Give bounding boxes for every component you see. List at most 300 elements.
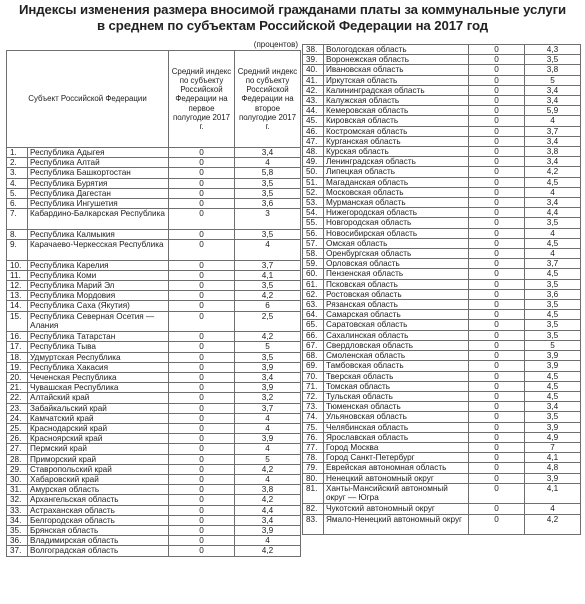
first-half-index: 0 (169, 434, 235, 444)
subject-name: Мурманская область (324, 198, 469, 208)
first-half-index: 0 (469, 75, 525, 85)
first-half-index: 0 (469, 310, 525, 320)
subject-name: Республика Карелия (28, 260, 169, 270)
second-half-index: 3,2 (235, 393, 301, 403)
first-half-index: 0 (169, 424, 235, 434)
first-half-index: 0 (469, 208, 525, 218)
table-row (7, 505, 301, 515)
first-half-index: 0 (169, 260, 235, 270)
table-row (303, 249, 581, 259)
row-number: 80. (303, 473, 324, 483)
table-row (7, 373, 301, 383)
row-number: 33. (7, 505, 28, 515)
subject-name: Тюменская область (324, 402, 469, 412)
subject-name: Республика Мордовия (28, 291, 169, 301)
table-row (7, 434, 301, 444)
second-half-index: 3,4 (235, 148, 301, 158)
first-half-index: 0 (469, 330, 525, 340)
header-first-half: Средний индекс по субъекту Российской Федерации на первое полугодие 2017 г. (169, 51, 235, 148)
second-half-index: 2,5 (235, 311, 301, 332)
first-half-index: 0 (169, 495, 235, 505)
second-half-index: 5 (525, 75, 581, 85)
row-number: 52. (303, 187, 324, 197)
second-half-index: 3,4 (525, 157, 581, 167)
second-half-index: 4 (525, 504, 581, 514)
second-half-index: 3,4 (235, 373, 301, 383)
unit-note: (процентов) (253, 40, 298, 49)
first-half-index: 0 (169, 168, 235, 178)
first-half-index: 0 (469, 157, 525, 167)
table-row (303, 208, 581, 218)
subject-name: Челябинская область (324, 422, 469, 432)
second-half-index: 3,4 (525, 136, 581, 146)
subject-name: Тульская область (324, 391, 469, 401)
row-number: 36. (7, 536, 28, 546)
first-half-index: 0 (469, 504, 525, 514)
subject-name: Чувашская Республика (28, 383, 169, 393)
first-half-index: 0 (469, 136, 525, 146)
table-row (7, 148, 301, 158)
subject-name: Псковская область (324, 279, 469, 289)
row-number: 51. (303, 177, 324, 187)
second-half-index: 4,2 (525, 514, 581, 535)
table-row (7, 383, 301, 393)
row-number: 28. (7, 454, 28, 464)
first-half-index: 0 (169, 229, 235, 239)
table-row (303, 483, 581, 504)
row-number: 44. (303, 106, 324, 116)
table-row (303, 65, 581, 75)
row-number: 73. (303, 402, 324, 412)
second-half-index: 3,5 (235, 178, 301, 188)
subject-name: Республика Тыва (28, 342, 169, 352)
first-half-index: 0 (169, 281, 235, 291)
table-row (303, 361, 581, 371)
row-number: 31. (7, 485, 28, 495)
table-row (303, 167, 581, 177)
first-half-index: 0 (469, 116, 525, 126)
row-number: 37. (7, 546, 28, 556)
table-row (7, 281, 301, 291)
subject-name: Ленинградская область (324, 157, 469, 167)
row-number: 7. (7, 209, 28, 230)
table-row (303, 340, 581, 350)
subject-name: Оренбургская область (324, 249, 469, 259)
first-half-index: 0 (169, 352, 235, 362)
subject-name: Ямало-Ненецкий автономный округ (324, 514, 469, 535)
subject-name: Новосибирская область (324, 228, 469, 238)
subject-name: Воронежская область (324, 55, 469, 65)
subject-name: Самарская область (324, 310, 469, 320)
table-row (303, 85, 581, 95)
first-half-index: 0 (169, 413, 235, 423)
row-number: 65. (303, 320, 324, 330)
table-row (303, 147, 581, 157)
first-half-index: 0 (469, 371, 525, 381)
second-half-index: 3,5 (235, 229, 301, 239)
row-number: 5. (7, 188, 28, 198)
row-number: 30. (7, 475, 28, 485)
table-row (7, 270, 301, 280)
table-row (7, 188, 301, 198)
second-half-index: 3,6 (525, 289, 581, 299)
row-number: 3. (7, 168, 28, 178)
row-number: 12. (7, 281, 28, 291)
row-number: 21. (7, 383, 28, 393)
second-half-index: 4,4 (235, 505, 301, 515)
first-half-index: 0 (469, 85, 525, 95)
row-number: 43. (303, 96, 324, 106)
subject-name: Чеченская Республика (28, 373, 169, 383)
subject-name: Магаданская область (324, 177, 469, 187)
header-subject: Субъект Российской Федерации (7, 51, 169, 148)
row-number: 60. (303, 269, 324, 279)
subject-name: Нижегородская область (324, 208, 469, 218)
subject-name: Ханты-Мансийский автономный округ — Югра (324, 483, 469, 504)
first-half-index: 0 (469, 218, 525, 228)
row-number: 27. (7, 444, 28, 454)
row-number: 72. (303, 391, 324, 401)
first-half-index: 0 (469, 483, 525, 504)
table-row (303, 269, 581, 279)
first-half-index: 0 (169, 536, 235, 546)
second-half-index: 4,5 (525, 310, 581, 320)
subject-name: Вологодская область (324, 45, 469, 55)
table-row (303, 96, 581, 106)
row-number: 45. (303, 116, 324, 126)
second-half-index: 4,2 (235, 332, 301, 342)
subject-name: Саратовская область (324, 320, 469, 330)
index-table-left (6, 50, 301, 557)
subject-name: Астраханская область (28, 505, 169, 515)
second-half-index: 4,2 (525, 167, 581, 177)
subject-name: Республика Адыгея (28, 148, 169, 158)
second-half-index: 3,8 (525, 147, 581, 157)
first-half-index: 0 (169, 373, 235, 383)
row-number: 66. (303, 330, 324, 340)
row-number: 17. (7, 342, 28, 352)
first-half-index: 0 (469, 463, 525, 473)
second-half-index: 3,7 (525, 126, 581, 136)
subject-name: Республика Ингушетия (28, 199, 169, 209)
table-row (7, 301, 301, 311)
first-half-index: 0 (169, 464, 235, 474)
table-row (303, 310, 581, 320)
subject-name: Смоленская область (324, 351, 469, 361)
row-number: 68. (303, 351, 324, 361)
first-half-index: 0 (469, 187, 525, 197)
row-number: 8. (7, 229, 28, 239)
first-half-index: 0 (169, 148, 235, 158)
table-row (303, 371, 581, 381)
second-half-index: 4 (235, 444, 301, 454)
first-half-index: 0 (469, 473, 525, 483)
row-number: 69. (303, 361, 324, 371)
table-row (303, 422, 581, 432)
table-row (303, 187, 581, 197)
first-half-index: 0 (469, 361, 525, 371)
table-row (7, 362, 301, 372)
subject-name: Республика Башкортостан (28, 168, 169, 178)
row-number: 13. (7, 291, 28, 301)
table-row (7, 291, 301, 301)
second-half-index: 5 (525, 340, 581, 350)
table-row (7, 240, 301, 261)
first-half-index: 0 (169, 546, 235, 556)
first-half-index: 0 (469, 55, 525, 65)
subject-name: Ярославская область (324, 432, 469, 442)
subject-name: Томская область (324, 381, 469, 391)
first-half-index: 0 (169, 444, 235, 454)
second-half-index: 3,9 (235, 383, 301, 393)
first-half-index: 0 (469, 45, 525, 55)
table-row (7, 546, 301, 556)
subject-name: Архангельская область (28, 495, 169, 505)
second-half-index: 3,5 (525, 330, 581, 340)
row-number: 39. (303, 55, 324, 65)
first-half-index: 0 (169, 311, 235, 332)
second-half-index: 3,5 (235, 281, 301, 291)
table-row (303, 289, 581, 299)
subject-name: Свердловская область (324, 340, 469, 350)
first-half-index: 0 (169, 362, 235, 372)
subject-name: Московская область (324, 187, 469, 197)
second-half-index: 4 (235, 413, 301, 423)
table-row (303, 106, 581, 116)
row-number: 20. (7, 373, 28, 383)
first-half-index: 0 (169, 270, 235, 280)
row-number: 83. (303, 514, 324, 535)
second-half-index: 4,4 (525, 208, 581, 218)
row-number: 50. (303, 167, 324, 177)
second-half-index: 4 (235, 424, 301, 434)
first-half-index: 0 (169, 526, 235, 536)
first-half-index: 0 (469, 279, 525, 289)
table-row (303, 330, 581, 340)
second-half-index: 5 (235, 342, 301, 352)
second-half-index: 5,8 (235, 168, 301, 178)
row-number: 75. (303, 422, 324, 432)
title-line: в среднем по субъектам Российской Федерации на 2017 год (96, 18, 489, 33)
second-half-index: 3 (235, 209, 301, 230)
first-half-index: 0 (469, 391, 525, 401)
row-number: 70. (303, 371, 324, 381)
first-half-index: 0 (469, 300, 525, 310)
subject-name: Республика Бурятия (28, 178, 169, 188)
second-half-index: 4,2 (235, 546, 301, 556)
table-row (7, 536, 301, 546)
table-row (303, 116, 581, 126)
table-row (303, 300, 581, 310)
first-half-index: 0 (469, 238, 525, 248)
first-half-index: 0 (169, 383, 235, 393)
row-number: 76. (303, 432, 324, 442)
second-half-index: 4 (525, 187, 581, 197)
second-half-index: 3,9 (525, 361, 581, 371)
second-half-index: 3,5 (525, 218, 581, 228)
subject-name: Костромская область (324, 126, 469, 136)
subject-name: Ненецкий автономный округ (324, 473, 469, 483)
first-half-index: 0 (169, 158, 235, 168)
second-half-index: 3,5 (525, 412, 581, 422)
row-number: 48. (303, 147, 324, 157)
table-row (303, 402, 581, 412)
second-half-index: 4,1 (235, 270, 301, 280)
row-number: 82. (303, 504, 324, 514)
second-half-index: 4,5 (525, 371, 581, 381)
table-row (303, 75, 581, 85)
subject-name: Республика Алтай (28, 158, 169, 168)
table-row (303, 259, 581, 269)
table-row (7, 393, 301, 403)
first-half-index: 0 (469, 412, 525, 422)
first-half-index: 0 (469, 65, 525, 75)
table-row (7, 444, 301, 454)
title-line: Индексы изменения размера вносимой гражданами платы за коммунальные услуги (19, 2, 566, 17)
subject-name: Ивановская область (324, 65, 469, 75)
row-number: 29. (7, 464, 28, 474)
row-number: 35. (7, 526, 28, 536)
second-half-index: 5,9 (525, 106, 581, 116)
subject-name: Рязанская область (324, 300, 469, 310)
second-half-index: 4 (525, 249, 581, 259)
subject-name: Ульяновская область (324, 412, 469, 422)
subject-name: Амурская область (28, 485, 169, 495)
first-half-index: 0 (469, 106, 525, 116)
table-row (7, 178, 301, 188)
second-half-index: 3,9 (525, 351, 581, 361)
second-half-index: 3,9 (235, 434, 301, 444)
row-number: 1. (7, 148, 28, 158)
subject-name: Карачаево-Черкесская Республика (28, 240, 169, 261)
subject-name: Алтайский край (28, 393, 169, 403)
subject-name: Республика Марий Эл (28, 281, 169, 291)
second-half-index: 3,5 (525, 320, 581, 330)
subject-name: Липецкая область (324, 167, 469, 177)
first-half-index: 0 (469, 422, 525, 432)
row-number: 62. (303, 289, 324, 299)
second-half-index: 3,4 (525, 96, 581, 106)
first-half-index: 0 (469, 269, 525, 279)
first-half-index: 0 (469, 453, 525, 463)
subject-name: Приморский край (28, 454, 169, 464)
row-number: 40. (303, 65, 324, 75)
table-row (303, 432, 581, 442)
second-half-index: 4,5 (525, 177, 581, 187)
second-half-index: 4,5 (525, 238, 581, 248)
row-number: 26. (7, 434, 28, 444)
first-half-index: 0 (469, 259, 525, 269)
table-row (303, 279, 581, 289)
table-row (7, 403, 301, 413)
subject-name: Кировская область (324, 116, 469, 126)
table-row (7, 413, 301, 423)
subject-name: Омская область (324, 238, 469, 248)
first-half-index: 0 (169, 454, 235, 464)
document-title (0, 2, 585, 34)
second-half-index: 4 (235, 536, 301, 546)
second-half-index: 4,8 (525, 463, 581, 473)
table-row (7, 485, 301, 495)
row-number: 64. (303, 310, 324, 320)
row-number: 6. (7, 199, 28, 209)
first-half-index: 0 (469, 320, 525, 330)
row-number: 81. (303, 483, 324, 504)
subject-name: Удмуртская Республика (28, 352, 169, 362)
first-half-index: 0 (169, 209, 235, 230)
first-half-index: 0 (469, 289, 525, 299)
row-number: 42. (303, 85, 324, 95)
second-half-index: 4,5 (525, 381, 581, 391)
second-half-index: 3,7 (235, 403, 301, 413)
table-row (303, 136, 581, 146)
second-half-index: 3,5 (235, 188, 301, 198)
second-half-index: 3,7 (235, 260, 301, 270)
row-number: 9. (7, 240, 28, 261)
second-half-index: 4,2 (235, 464, 301, 474)
second-half-index: 3,5 (525, 279, 581, 289)
second-half-index: 3,8 (525, 65, 581, 75)
subject-name: Пермский край (28, 444, 169, 454)
row-number: 49. (303, 157, 324, 167)
first-half-index: 0 (469, 432, 525, 442)
table-row (7, 260, 301, 270)
first-half-index: 0 (169, 485, 235, 495)
row-number: 32. (7, 495, 28, 505)
first-half-index: 0 (169, 291, 235, 301)
first-half-index: 0 (169, 393, 235, 403)
first-half-index: 0 (169, 301, 235, 311)
table-row (303, 157, 581, 167)
second-half-index: 4,1 (525, 483, 581, 504)
subject-name: Тверская область (324, 371, 469, 381)
table-row (7, 311, 301, 332)
first-half-index: 0 (169, 515, 235, 525)
subject-name: Курганская область (324, 136, 469, 146)
subject-name: Республика Татарстан (28, 332, 169, 342)
subject-name: Хабаровский край (28, 475, 169, 485)
subject-name: Иркутская область (324, 75, 469, 85)
table-row (303, 198, 581, 208)
second-half-index: 4,2 (235, 291, 301, 301)
subject-name: Кабардино-Балкарская Республика (28, 209, 169, 230)
row-number: 59. (303, 259, 324, 269)
row-number: 78. (303, 453, 324, 463)
second-half-index: 4,1 (525, 453, 581, 463)
row-number: 34. (7, 515, 28, 525)
row-number: 24. (7, 413, 28, 423)
second-half-index: 3,5 (525, 55, 581, 65)
second-half-index: 4,3 (525, 45, 581, 55)
table-row (7, 464, 301, 474)
first-half-index: 0 (169, 240, 235, 261)
table-row (303, 453, 581, 463)
table-row (303, 228, 581, 238)
first-half-index: 0 (169, 332, 235, 342)
row-number: 57. (303, 238, 324, 248)
second-half-index: 3,8 (235, 485, 301, 495)
subject-name: Кемеровская область (324, 106, 469, 116)
second-half-index: 4,9 (525, 432, 581, 442)
first-half-index: 0 (169, 188, 235, 198)
first-half-index: 0 (469, 351, 525, 361)
table-row (7, 352, 301, 362)
subject-name: Забайкальский край (28, 403, 169, 413)
table-row (7, 229, 301, 239)
table-body-right (303, 45, 581, 535)
row-number: 55. (303, 218, 324, 228)
row-number: 41. (303, 75, 324, 85)
